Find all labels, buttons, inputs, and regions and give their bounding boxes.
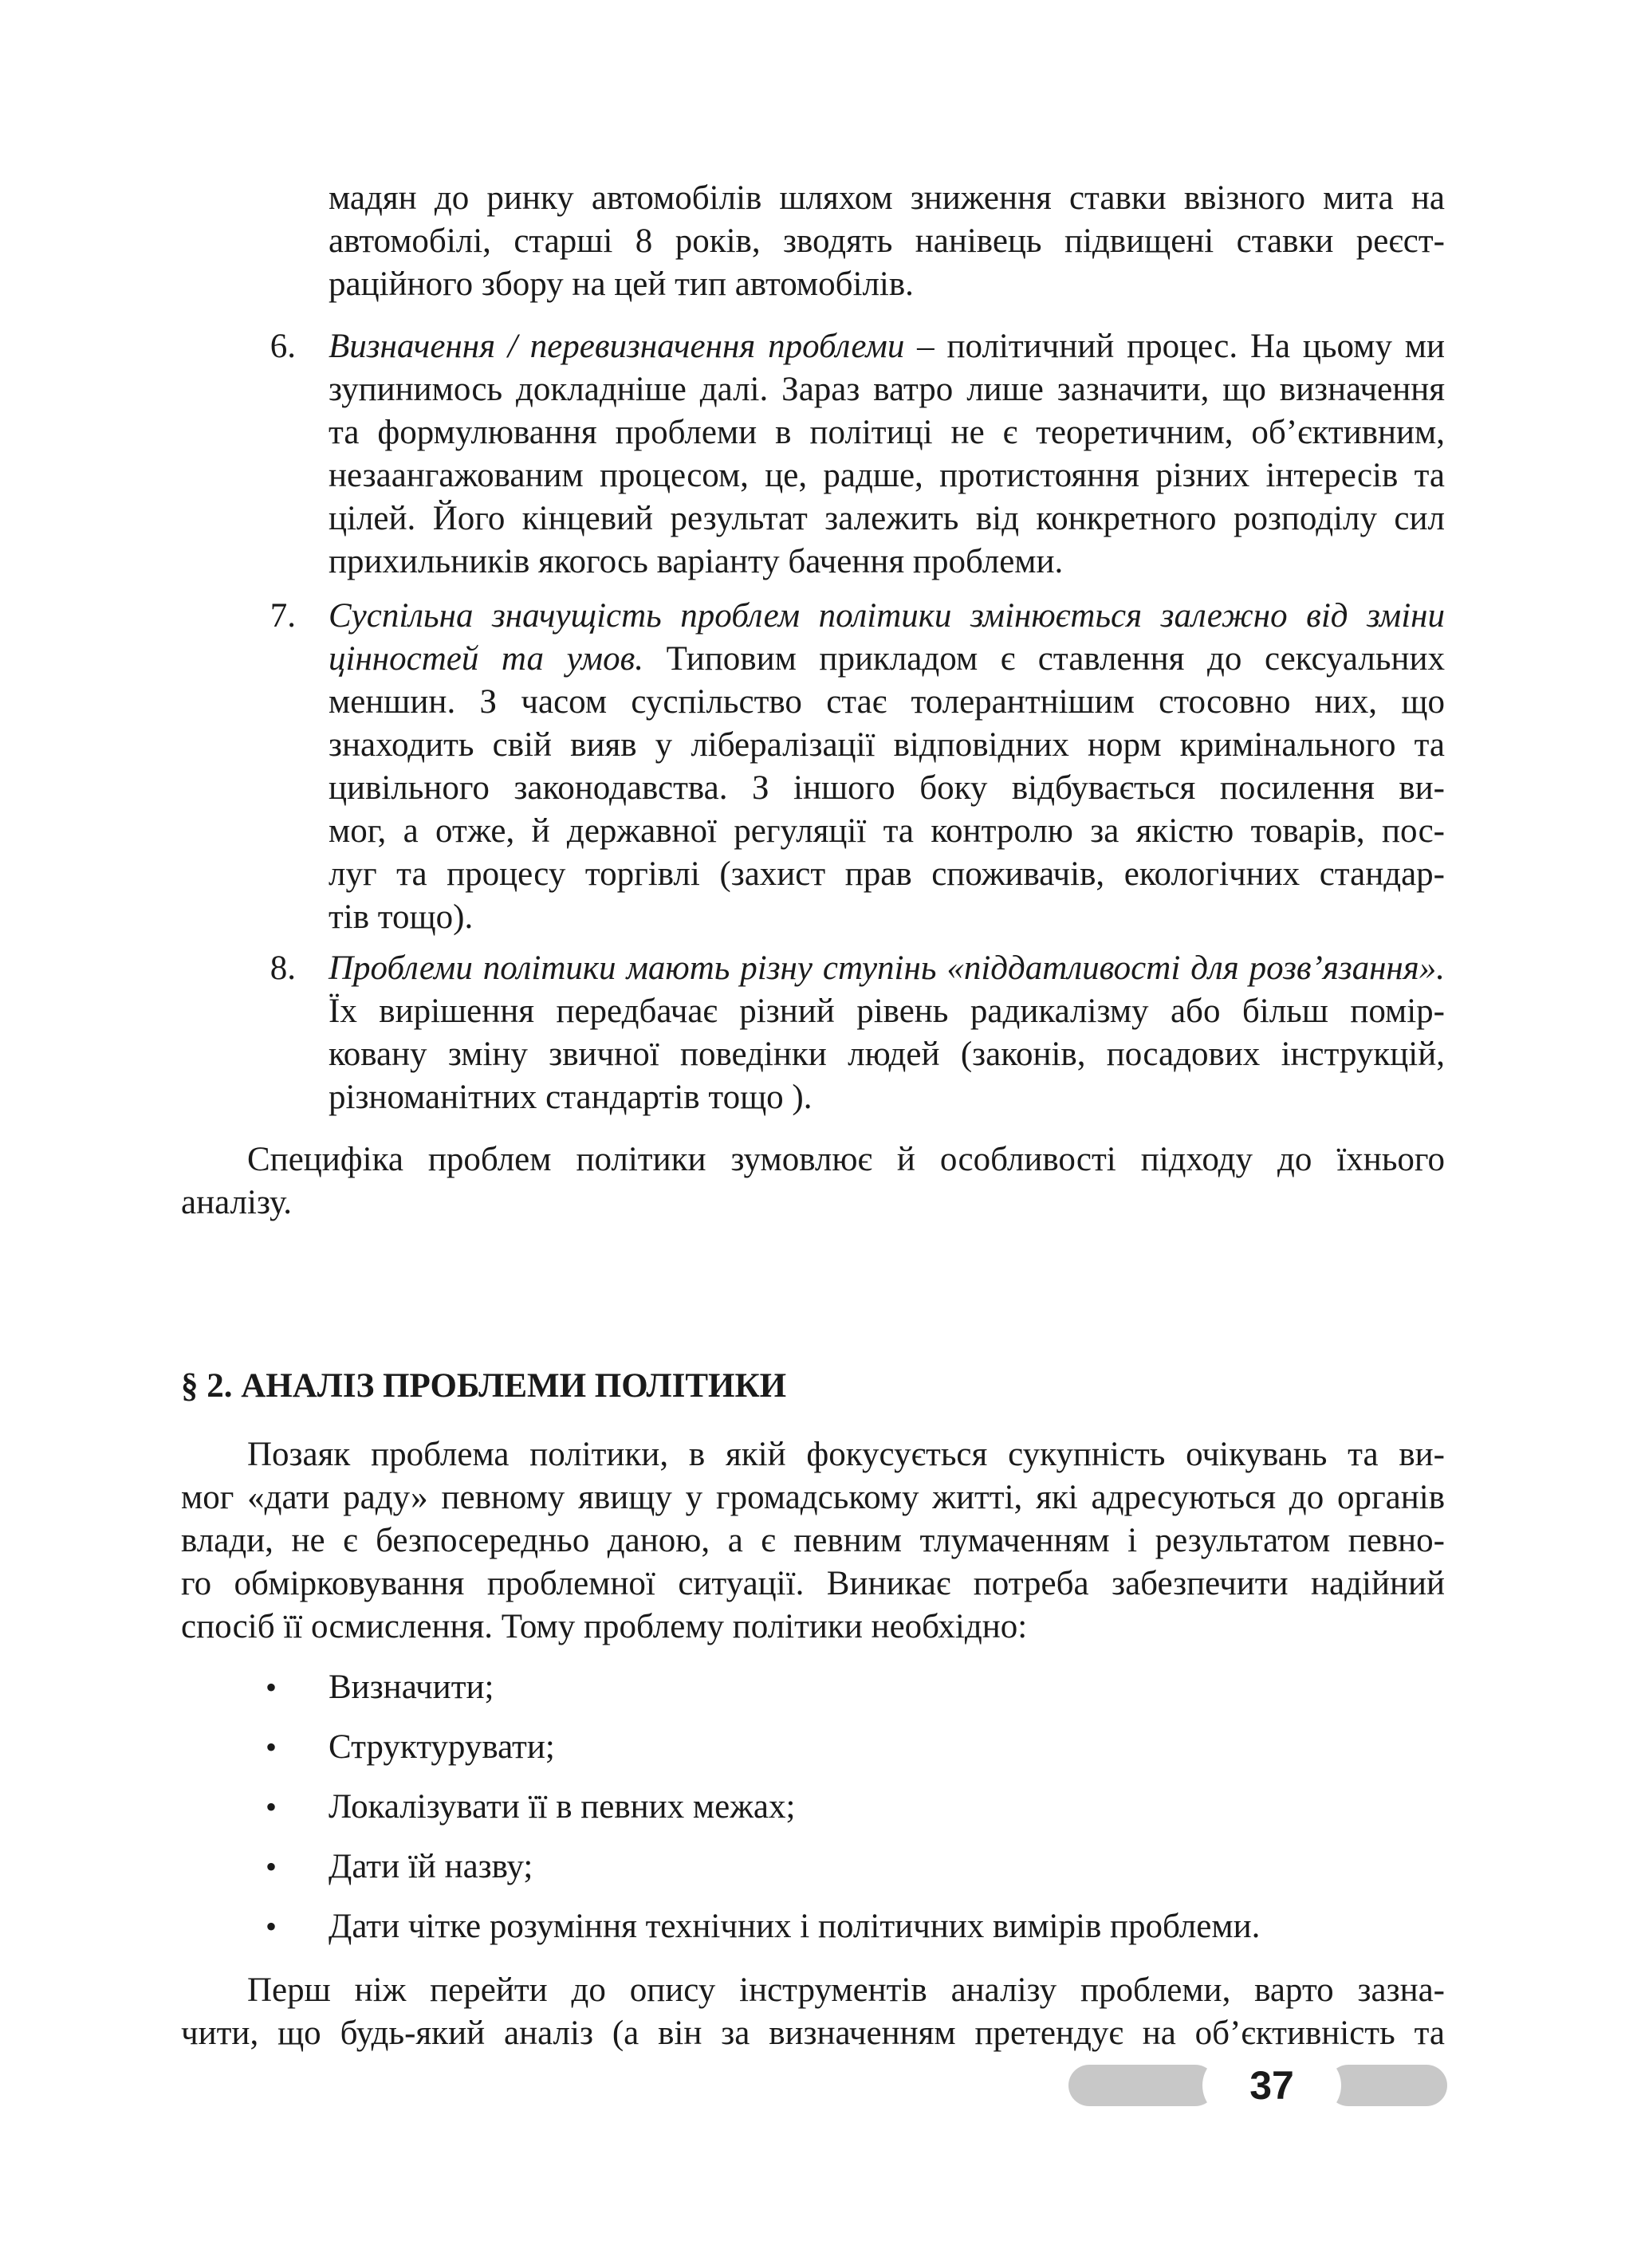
body-line: меншин. З часом суспільство стає толерантнішим стосовно них, що xyxy=(329,683,1445,721)
item-text: Типовим прикладом є ставлення до сексуальних xyxy=(643,640,1445,678)
body-line: Перш ніж перейти до опису інструментів аналізу проблеми, варто зазна- xyxy=(247,1971,1445,2009)
page-number: 37 xyxy=(1202,2053,1341,2118)
item-text: – політичний процес. На цьому ми xyxy=(904,328,1445,365)
item-title: цінностей та умов. xyxy=(329,640,643,678)
list-item: Визначити; xyxy=(329,1669,494,1706)
body-line: мог, а отже, й державної регуляції та контролю за якістю товарів, пос- xyxy=(329,812,1445,850)
list-number: 7. xyxy=(270,597,296,635)
item-title: Суспільна значущість проблем політики змінюється залежно від зміни xyxy=(329,597,1445,635)
list-number: 8. xyxy=(270,949,296,987)
footer-bar-left xyxy=(1068,2065,1216,2106)
body-line: мог «дати раду» певному явищу у громадському житті, які адресуються до органів xyxy=(181,1479,1445,1516)
bullet-icon: • xyxy=(266,1908,277,1944)
section-heading: § 2. АНАЛІЗ ПРОБЛЕМИ ПОЛІТИКИ xyxy=(181,1367,787,1405)
body-line: знаходить свій вияв у лібералізації відповідних норм кримінального та xyxy=(329,726,1445,764)
list-number: 6. xyxy=(270,328,296,365)
list-item: Дати їй назву; xyxy=(329,1848,533,1885)
body-line: Позаяк проблема політики, в якій фокусується сукупність очікувань та ви- xyxy=(247,1436,1445,1473)
body-line xyxy=(329,325,1445,368)
list-item: Локалізувати її в певних межах; xyxy=(329,1788,796,1826)
body-line: ковану зміну звичної поведінки людей (законів, посадових інструкцій, xyxy=(329,1036,1445,1073)
item-title: Проблеми політики мають різну ступінь «піддатливості для розв’язання». xyxy=(329,949,1445,987)
bullet-icon: • xyxy=(266,1789,277,1825)
body-line: прихильників якогось варіанту бачення проблеми. xyxy=(329,543,1064,580)
body-line: чити, що будь-який аналіз (а він за визначенням претендує на об’єктивність та xyxy=(181,2014,1445,2052)
bullet-icon: • xyxy=(266,1729,277,1765)
body-line: луг та процесу торгівлі (захист прав споживачів, екологічних стандар- xyxy=(329,855,1445,893)
body-line: Їх вирішення передбачає різний рівень радикалізму або більш помір- xyxy=(329,992,1445,1030)
body-line: аналізу. xyxy=(181,1184,292,1221)
body-line: мадян до ринку автомобілів шляхом зниження ставки ввізного мита на xyxy=(329,179,1445,217)
body-line: раційного збору на цей тип автомобілів. xyxy=(329,265,914,303)
list-item: Структурувати; xyxy=(329,1728,555,1766)
footer-bar-right xyxy=(1328,2065,1447,2106)
list-item: Дати чітке розуміння технічних і політичних вимірів проблеми. xyxy=(329,1908,1261,1945)
body-line: цивільного законодавства. З іншого боку відбувається посилення ви- xyxy=(329,769,1445,807)
body-line: зупинимось докладніше далі. Зараз ватро лише зазначити, що визначення xyxy=(329,371,1445,408)
body-line: та формулювання проблеми в політиці не є теоретичним, об’єктивним, xyxy=(329,414,1445,451)
body-line: тів тощо). xyxy=(329,898,474,936)
body-line: спосіб її осмислення. Тому проблему політики необхідно: xyxy=(181,1608,1028,1645)
body-line: цілей. Його кінцевий результат залежить від конкретного розподілу сил xyxy=(329,500,1445,537)
bullet-icon: • xyxy=(266,1849,277,1885)
body-line: різноманітних стандартів тощо ). xyxy=(329,1079,813,1116)
bullet-icon: • xyxy=(266,1669,277,1705)
body-line: автомобілі, старші 8 років, зводять нанівець підвищені ставки реєст- xyxy=(329,222,1445,260)
body-line: го обмірковування проблемної ситуації. Виникає потреба забезпечити надійний xyxy=(181,1565,1445,1602)
item-title: Визначення / перевизначення проблеми xyxy=(329,328,905,365)
body-line: незаангажованим процесом, це, радше, протистояння різних інтересів та xyxy=(329,457,1445,494)
body-line: Специфіка проблем політики зумовлює й особливості підходу до їхнього xyxy=(247,1141,1445,1178)
body-line: влади, не є безпосередньо даною, а є певним тлумаченням і результатом певно- xyxy=(181,1522,1445,1559)
body-line xyxy=(329,638,1445,681)
